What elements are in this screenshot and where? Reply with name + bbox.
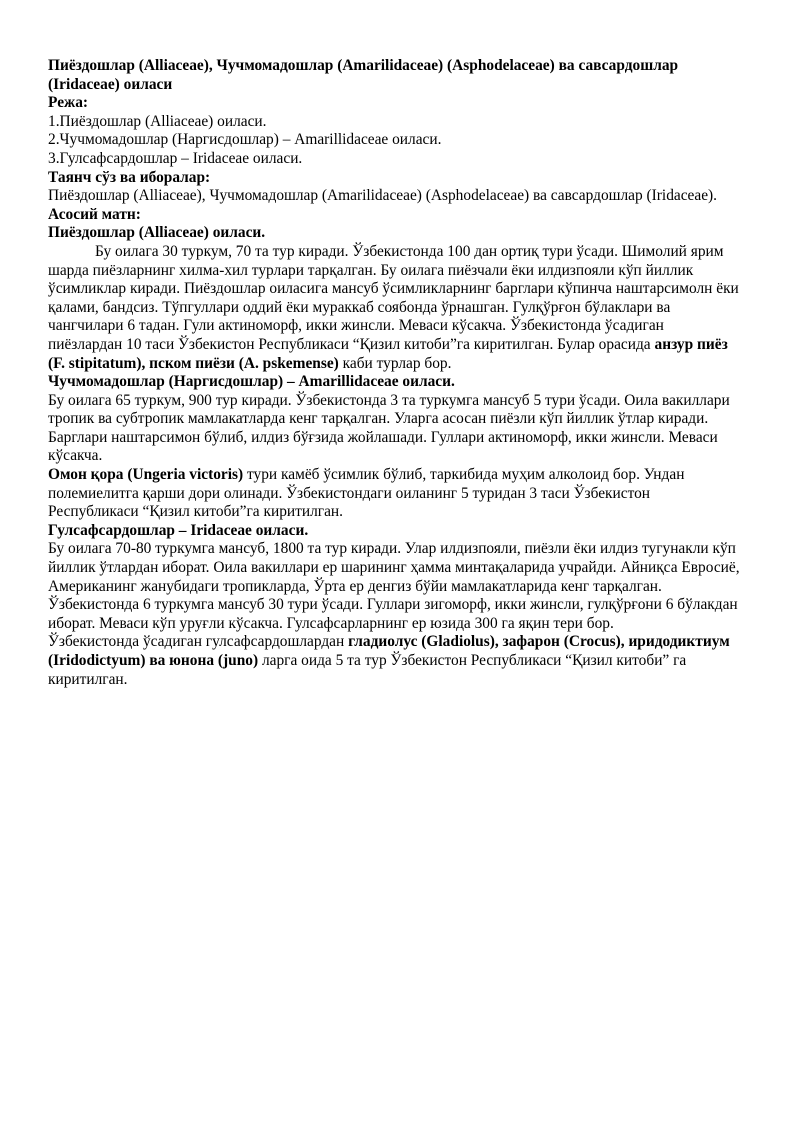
- paragraph-text: тури камёб ўсимлик бўлиб, таркибида муҳим алколоид бор. Ундан полемиелитга қарши дори олинади. Ўзбекистондаги оиланинг 5 туридан 3 таси Ўзбекистон Республикаси “Қизил китоби”га киритилган.: [48, 466, 685, 521]
- section-heading-alliaceae: Пиёздошлар (Alliaceae) оиласи.: [48, 224, 266, 242]
- section-heading-iridaceae: Гулсафсардошлар – Iridaceae оиласи.: [48, 521, 309, 539]
- paragraph-iridaceae-redbook: [48, 633, 740, 689]
- paragraph-iridaceae: Бу оилага 70-80 туркумга мансуб, 1800 та тур киради. Улар илдизпояли, пиёзли ёки илдиз тугунакли кўп йиллик ўтлардан иборат. Оила вакиллари ер шарининг ҳамма минтақаларида учрайди. Айниқса Евросиё, Американинг жанубидаги тропикларда, Ўрта ер денгиз бўйи мамлакатларида кенг тарқалган. Ўзбекистонда 6 туркумга мансуб 30 тури ўсади. Гуллари зигоморф, икки жинсли, гулқўрғони 6 бўлакдан иборат. Меваси кўп уруғли кўсакча. Гулсафсарларнинг ер юзида 300 га яқин тери бор.: [48, 540, 740, 632]
- paragraph-amarillidaceae: Бу оилага 65 туркум, 900 тур киради. Ўзбекистонда 3 та туркумга мансуб 5 тури ўсади. Оила вакиллари тропик ва субтропик мамлакатларда кенг тарқалган. Уларга асосан пиёзли кўп йиллик ўтлар киради. Барглари наштарсимон бўлиб, илдиз бўғзида жойлашади. Гуллари актиноморф, икки жинсли. Меваси кўсакча.: [48, 391, 730, 465]
- plan-item: 3.Гулсафсардошлар – Iridaceae оиласи.: [48, 149, 303, 167]
- paragraph-text: Ўзбекистонда ўсадиган гулсафсардошлардан: [48, 633, 349, 651]
- paragraph-bold-text: анзур пиёз (F. stipitatum), пском пиёзи (A. pskemense): [48, 335, 728, 372]
- plan-item: 1.Пиёздошлар (Alliaceae) оиласи.: [48, 112, 267, 130]
- plan-item: 2.Чучмомадошлар (Наргисдошлар) – Amarillidaceae оиласи.: [48, 131, 442, 149]
- document-title: Пиёздошлар (Alliaceae), Чучмомадошлар (Amarilidaceae) (Asphodelaceae) ва савсардошлар (Iridaceae) оиласи: [48, 57, 679, 93]
- paragraph-alliaceae: [48, 243, 740, 373]
- paragraph-ungeria: [48, 466, 740, 522]
- paragraph-text: ларга оида 5 та тур Ўзбекистон Республикаси “Қизил китоби” га киритилган.: [48, 652, 687, 688]
- paragraph-text: Бу оилага 30 туркум, 70 та тур киради. Ўзбекистонда 100 дан ортиқ тури ўсади. Шимолий ярим шарда пиёзларнинг хилма-хил турлари тарқалган. Бу оилага пиёзчали ёки илдизпояли кўп йиллик ўсимликлар киради. Пиёздошлар оиласига мансуб ўсимликларнинг барглари кўпинча наштарсимолн ёки қалами, бандсиз. Тўпгуллари оддий ёки мураккаб соябонда ўрнашган. Гулқўрғон бўлаклари ва чангчилари 6 тадан. Гули актиноморф, икки жинсли. Меваси кўсакча. Ўзбекистонда ўсадиган пиёзлардан 10 таси Ўзбекистон Республикаси “Қизил китоби”га киритилган. Булар орасида: [48, 242, 739, 353]
- plan-heading: Режа:: [48, 94, 89, 112]
- section-heading-amarillidaceae: Чучмомадошлар (Наргисдошлар) – Amarillidaceae оиласи.: [48, 373, 455, 391]
- keywords-text: Пиёздошлар (Alliaceae), Чучмомадошлар (Amarilidaceae) (Asphodelaceae) ва савсардошлар (Iridaceae).: [48, 187, 718, 205]
- paragraph-bold-text: гладиолус (Gladiolus), зафарон (Crocus), иридодиктиум (Iridodictyum) ва юнона (juno): [48, 633, 730, 669]
- keywords-heading: Таянч сўз ва иборалар:: [48, 168, 211, 186]
- paragraph-text: каби турлар бор.: [338, 354, 452, 372]
- paragraph-bold-text: Омон қора (Ungeria victoris): [48, 466, 244, 484]
- main-heading: Асосий матн:: [48, 205, 141, 223]
